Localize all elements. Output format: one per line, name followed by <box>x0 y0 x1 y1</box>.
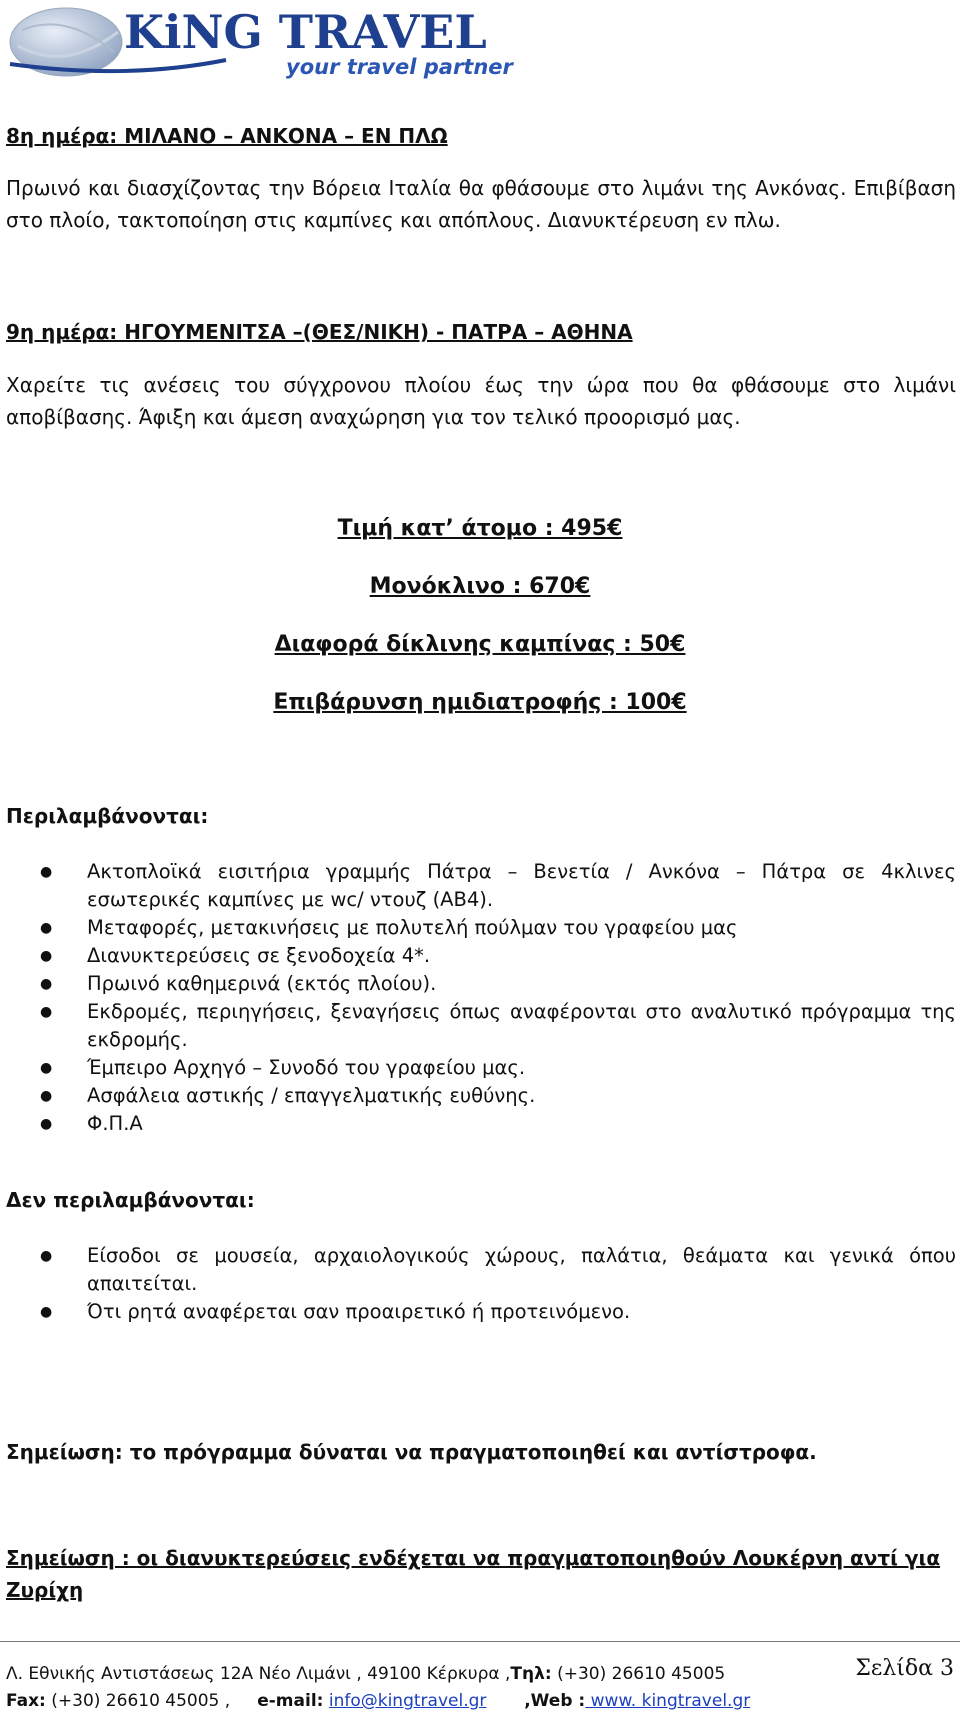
footer-tel: (+30) 26610 45005 <box>551 1664 726 1684</box>
price-per-person: Τιμή κατ’ άτομο : 495€ <box>337 516 623 541</box>
day9-title: 9η ημέρα: ΗΓΟΥΜΕΝΙΤΣΑ –(ΘΕΣ/ΝΙΚΗ) - ΠΑΤΡΑ – ΑΘΗΝΑ <box>6 320 633 344</box>
list-item-text: Διανυκτερεύσεις σε ξενοδοχεία 4*. <box>87 944 431 967</box>
price-single: Μονόκλινο : 670€ <box>369 574 591 599</box>
svg-text:your travel partner: your travel partner <box>286 55 513 79</box>
list-item <box>0 914 960 942</box>
list-item <box>0 858 960 914</box>
list-item-text: Πρωινό καθημερινά (εκτός πλοίου). <box>87 972 437 995</box>
bullet-icon: ● <box>40 1088 53 1104</box>
footer-contact-line <box>6 1691 956 1711</box>
list-item-text: Ασφάλεια αστικής / επαγγελματικής ευθύνης. <box>87 1084 536 1107</box>
note-reverse-program: Σημείωση: το πρόγραμμα δύναται να πραγματοποιηθεί και αντίστροφα. <box>6 1440 817 1464</box>
bullet-icon: ● <box>40 1248 53 1264</box>
included-heading: Περιλαμβάνονται: <box>6 804 209 828</box>
page-number: Σελίδα 3 <box>855 1656 954 1681</box>
bullet-icon: ● <box>40 864 53 880</box>
svg-text:KiNG TRAVEL: KiNG TRAVEL <box>124 5 487 59</box>
day8-section <box>6 124 956 148</box>
bullet-icon: ● <box>40 920 53 936</box>
price-twin-cabin-diff: Διαφορά δίκλινης καμπίνας : 50€ <box>274 632 686 657</box>
bullet-icon: ● <box>40 976 53 992</box>
list-item <box>0 1054 960 1082</box>
list-item-text: Εκδρομές, περιηγήσεις, ξεναγήσεις όπως αναφέρονται στο αναλυτικό πρόγραμμα της εκδρομής. <box>87 1000 956 1051</box>
bullet-icon: ● <box>40 1060 53 1076</box>
web-link[interactable]: www. kingtravel.gr <box>585 1691 751 1711</box>
list-item <box>0 970 960 998</box>
list-item-text: Φ.Π.Α <box>87 1112 143 1135</box>
price-half-board: Επιβάρυνση ημιδιατροφής : 100€ <box>273 690 687 715</box>
list-item-text: Έμπειρο Αρχηγό – Συνοδό του γραφείου μας. <box>87 1056 526 1079</box>
day8-text: Πρωινό και διασχίζοντας την Βόρεια Ιταλία θα φθάσουμε στο λιμάνι της Ανκόνας. Επιβίβαση στο πλοίο, τακτοποίηση στις καμπίνες και απόπλους. Διανυκτέρευση εν πλω. <box>6 176 956 232</box>
list-item <box>0 1242 960 1298</box>
day9-text: Χαρείτε τις ανέσεις του σύγχρονου πλοίου έως την ώρα που θα φθάσουμε στο λιμάνι αποβίβασης. Άφιξη και άμεση αναχώρηση για τον τελικό προορισμό μας. <box>6 373 956 429</box>
list-item-text: Ότι ρητά αναφέρεται σαν προαιρετικό ή προτεινόμενο. <box>87 1300 631 1323</box>
bullet-icon: ● <box>40 1116 53 1132</box>
list-item-text: Μεταφορές, μετακινήσεις με πολυτελή πούλμαν του γραφείου μας <box>87 916 738 939</box>
footer-fax: (+30) 26610 45005 , <box>45 1691 231 1711</box>
included-list <box>0 858 960 1138</box>
footer-fax-label: Fax: <box>6 1691 46 1711</box>
king-travel-logo <box>6 2 566 94</box>
day9-section <box>6 320 956 344</box>
not-included-heading: Δεν περιλαμβάνονται: <box>6 1188 255 1212</box>
list-item <box>0 998 960 1054</box>
email-link[interactable]: info@kingtravel.gr <box>328 1691 487 1711</box>
list-item <box>0 1298 960 1326</box>
list-item-text: Είσοδοι σε μουσεία, αρχαιολογικούς χώρους, παλάτια, θεάματα και γενικά όπου απαιτείται. <box>87 1244 956 1295</box>
list-item <box>0 1110 960 1138</box>
footer-web-label: ,Web : <box>524 1691 586 1711</box>
footer-address-line <box>6 1664 956 1684</box>
bullet-icon: ● <box>40 1304 53 1320</box>
footer-divider <box>0 1641 960 1642</box>
note-overnight-lucerne: Σημείωση : οι διανυκτερεύσεις ενδέχεται να πραγματοποιηθούν Λουκέρνη αντί για Ζυρίχη <box>6 1546 941 1602</box>
list-item-text: Ακτοπλοϊκά εισιτήρια γραμμής Πάτρα – Βενετία / Ανκόνα – Πάτρα σε 4κλινες εσωτερικές καμπίνες με wc/ ντουζ (ΑΒ4). <box>87 860 956 911</box>
list-item <box>0 1082 960 1110</box>
footer-email-label: e-mail: <box>257 1691 324 1711</box>
list-item <box>0 942 960 970</box>
day8-title: 8η ημέρα: ΜΙΛΑΝΟ – ΑΝΚΟΝΑ – ΕΝ ΠΛΩ <box>6 124 448 148</box>
bullet-icon: ● <box>40 1004 53 1020</box>
footer-tel-label: Τηλ: <box>510 1664 552 1684</box>
not-included-list <box>0 1242 960 1326</box>
globe-icon <box>6 2 566 94</box>
footer-address: Λ. Εθνικής Αντιστάσεως 12Α Νέο Λιμάνι , 49100 Κέρκυρα , <box>6 1664 511 1684</box>
bullet-icon: ● <box>40 948 53 964</box>
